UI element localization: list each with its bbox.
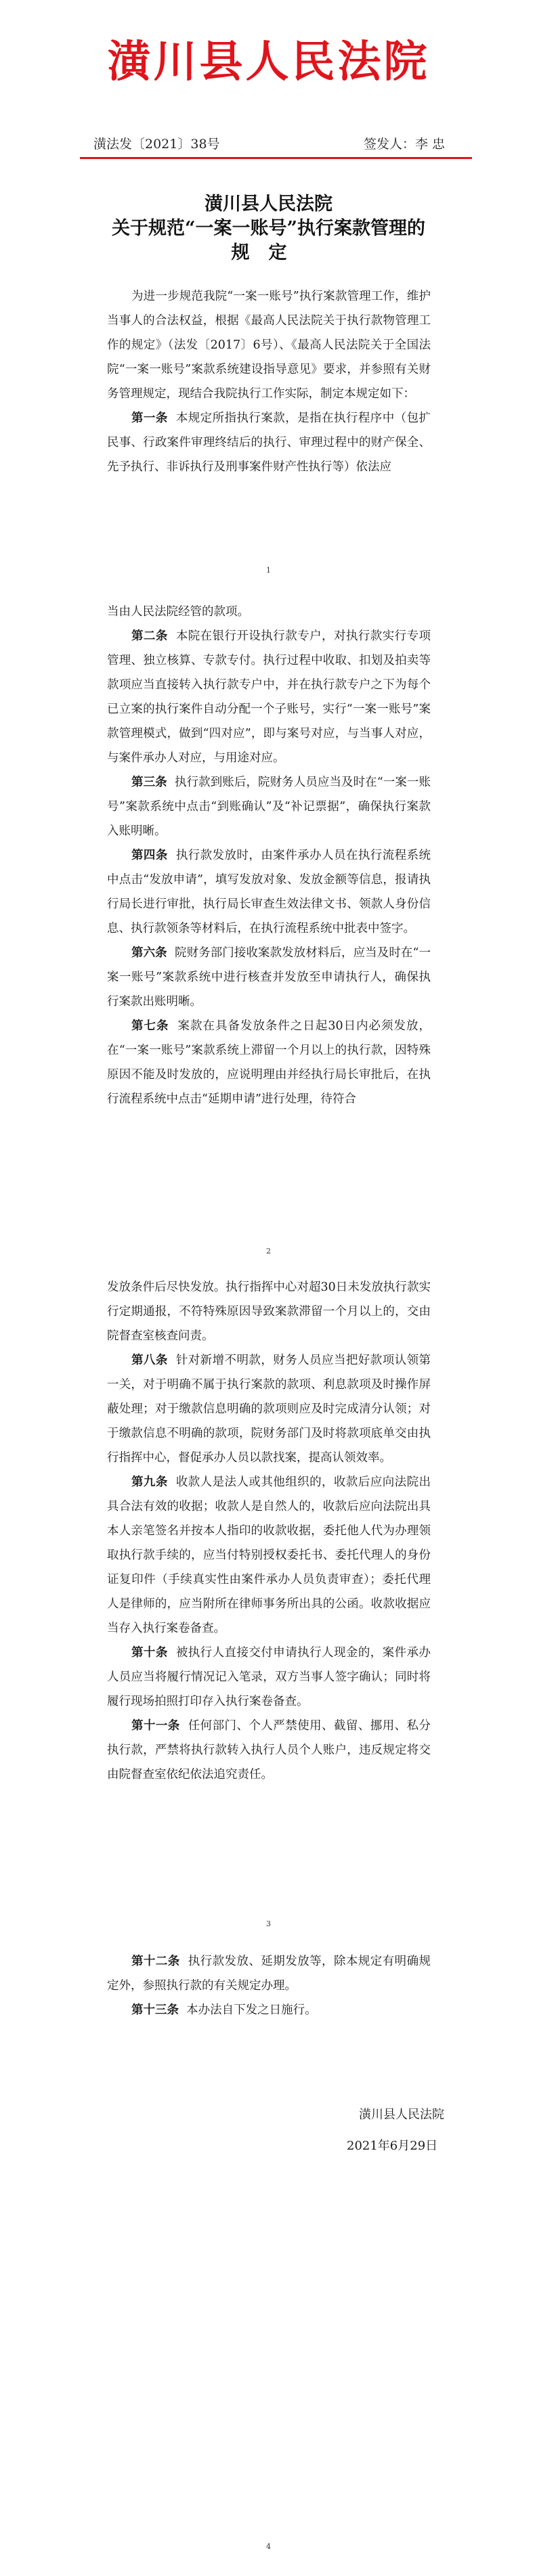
article-1 bbox=[107, 406, 431, 479]
document-number: 潢法发〔2021〕38号 bbox=[93, 137, 220, 152]
article-text: 院财务部门接收案款发放材料后，应当及时在“一案一账号”案款系统中进行核查并发放至申请执行人，确保执行案款出账明晰。 bbox=[107, 946, 431, 1008]
article-label: 第四条 bbox=[131, 849, 168, 862]
signature-date: 2021年6月29日 bbox=[347, 2139, 438, 2153]
document-signer: 签发人：李 忠 bbox=[363, 137, 445, 152]
article-9 bbox=[107, 1470, 431, 1641]
article-text: 执行款到账后，院财务人员应当及时在“一案一账号”案款系统中点击“到账确认”及“补记票据”，确保执行案款入账明晰。 bbox=[107, 776, 431, 838]
article-text: 被执行人直接交付申请执行人现金的，案件承办人员应当将履行情况记入笔录，双方当事人签字确认；同时将履行现场拍照打印存入执行案卷备查。 bbox=[107, 1646, 431, 1708]
article-text: 案款在具备发放条件之日起30日内必须发放，在“一案一账号”案款系统上滞留一个月以上的执行款，因特殊原因不能及时发放的，应说明理由并经执行局长审批后，在执行流程系统中点击“延期申请”进行处理，待符合 bbox=[107, 1019, 431, 1106]
article-text: 本规定所指执行案款，是指在执行程序中（包扩民事、行政案件审理终结后的执行、审理过程中的财产保全、先予执行、非诉执行及刑事案件财产性执行等）依法应 bbox=[107, 412, 431, 474]
document-title-line-3: 规定 bbox=[231, 242, 306, 263]
article-11 bbox=[107, 1714, 431, 1787]
preamble: 为进一步规范我院“一案一账号”执行案款管理工作，维护当事人的合法权益，根据《最高人民法院关于执行款物管理工作的规定》（法发〔2017〕6号）、《最高人民法院关于全国法院“一案一账号”案款系统建设指导意见》要求，并参照有关财务管理规定，现结合我院执行工作实际，制定本规定如下： bbox=[107, 290, 431, 401]
article-text: 收款人是法人或其他组织的，收款后应向法院出具合法有效的收据；收款人是自然人的，收款后应向法院出具本人亲笔签名并按本人指印的收款收据，委托他人代为办理领取执行款手续的，应当付特别授权委托书、委托代理人的身份证复印件（手续真实性由案件承办人员负责审查）；委托代理人是律师的，应当附所在律师事务所出具的公函。收款收据应当存入执行案卷备查。 bbox=[107, 1475, 431, 1635]
article-text: 任何部门、个人严禁使用、截留、挪用、私分执行款，严禁将执行款转入执行人员个人账户，违反规定将交由院督查室依纪依法追究责任。 bbox=[107, 1719, 431, 1781]
page-number: 3 bbox=[266, 1919, 271, 1928]
document-title-line-1: 潢川县人民法院 bbox=[205, 194, 332, 215]
article-2 bbox=[107, 624, 431, 770]
page-2-body bbox=[107, 600, 431, 1111]
article-label: 第七条 bbox=[131, 1019, 169, 1033]
article-text: 执行款发放时，由案件承办人员在执行流程系统中点击“发放申请”，填写发放对象、发放金额等信息，报请执行局长进行审批，执行局长审查生效法律文书、领款人身份信息、执行款领条等材料后，在执行流程系统中批表中签字。 bbox=[107, 849, 431, 935]
article-1-continued: 当由人民法院经管的款项。 bbox=[107, 605, 249, 619]
page-3-body bbox=[107, 1275, 431, 1787]
article-12 bbox=[107, 1949, 431, 1998]
article-6 bbox=[107, 941, 431, 1014]
document-number-row bbox=[80, 134, 472, 154]
article-label: 第十二条 bbox=[131, 1955, 180, 1968]
article-label: 第十三条 bbox=[131, 2003, 179, 2017]
page-number: 1 bbox=[266, 566, 271, 575]
article-text: 针对新增不明款，财务人员应当把好款项认领第一关，对于明确不属于执行案款的款项、利息款项及时操作屏蔽处理；对于缴款信息明确的款项则应及时完成清分认领；对于缴款信息不明确的款项，院财务部门及时将款项底单交由执行指挥中心，督促承办人员以款找案，提高认领效率。 bbox=[107, 1354, 431, 1465]
article-label: 第二条 bbox=[131, 629, 168, 643]
article-10 bbox=[107, 1641, 431, 1714]
page-1-body bbox=[107, 284, 431, 479]
article-8 bbox=[107, 1348, 431, 1470]
article-7-continued: 发放条件后尽快发放。执行指挥中心对超30日未发放执行款实行定期通报，不符特殊原因导致案款滞留一个月以上的，交由院督查室核查问责。 bbox=[107, 1281, 431, 1343]
document-header-org: 潢川县人民法院 bbox=[107, 37, 430, 87]
article-text: 执行款发放、延期发放等，除本规定有明确规定外，参照执行款的有关规定办理。 bbox=[107, 1955, 431, 1993]
article-4 bbox=[107, 843, 431, 941]
article-13 bbox=[107, 1998, 431, 2022]
article-label: 第八条 bbox=[131, 1354, 168, 1367]
article-label: 第十条 bbox=[131, 1646, 168, 1660]
article-label: 第一条 bbox=[131, 412, 168, 425]
article-text: 本办法自下发之日施行。 bbox=[186, 2003, 317, 2017]
article-label: 第九条 bbox=[131, 1475, 168, 1489]
article-label: 第三条 bbox=[131, 776, 167, 789]
article-label: 第十一条 bbox=[131, 1719, 180, 1733]
article-7 bbox=[107, 1014, 431, 1111]
red-header-rule bbox=[80, 157, 472, 159]
page-4-body bbox=[107, 1949, 431, 2022]
page-number: 2 bbox=[266, 1247, 271, 1256]
article-label: 第六条 bbox=[131, 946, 167, 960]
signature-org: 潢川县人民法院 bbox=[359, 2108, 444, 2122]
article-text: 本院在银行开设执行款专户，对执行款实行专项管理、独立核算、专款专付。执行过程中收取、扣划及拍卖等款项应当直接转入执行款专户中，并在执行款专户之下为每个已立案的执行案件自动分配一个子账号，实行“一案一账号”案款管理模式，做到“四对应”，即与案号对应，与当事人对应，与案件承办人对应，与用途对应。 bbox=[107, 629, 431, 765]
document-title-line-2: 关于规范“一案一账号”执行案款管理的 bbox=[111, 218, 426, 239]
page-number: 4 bbox=[266, 2542, 271, 2551]
article-3 bbox=[107, 770, 431, 843]
